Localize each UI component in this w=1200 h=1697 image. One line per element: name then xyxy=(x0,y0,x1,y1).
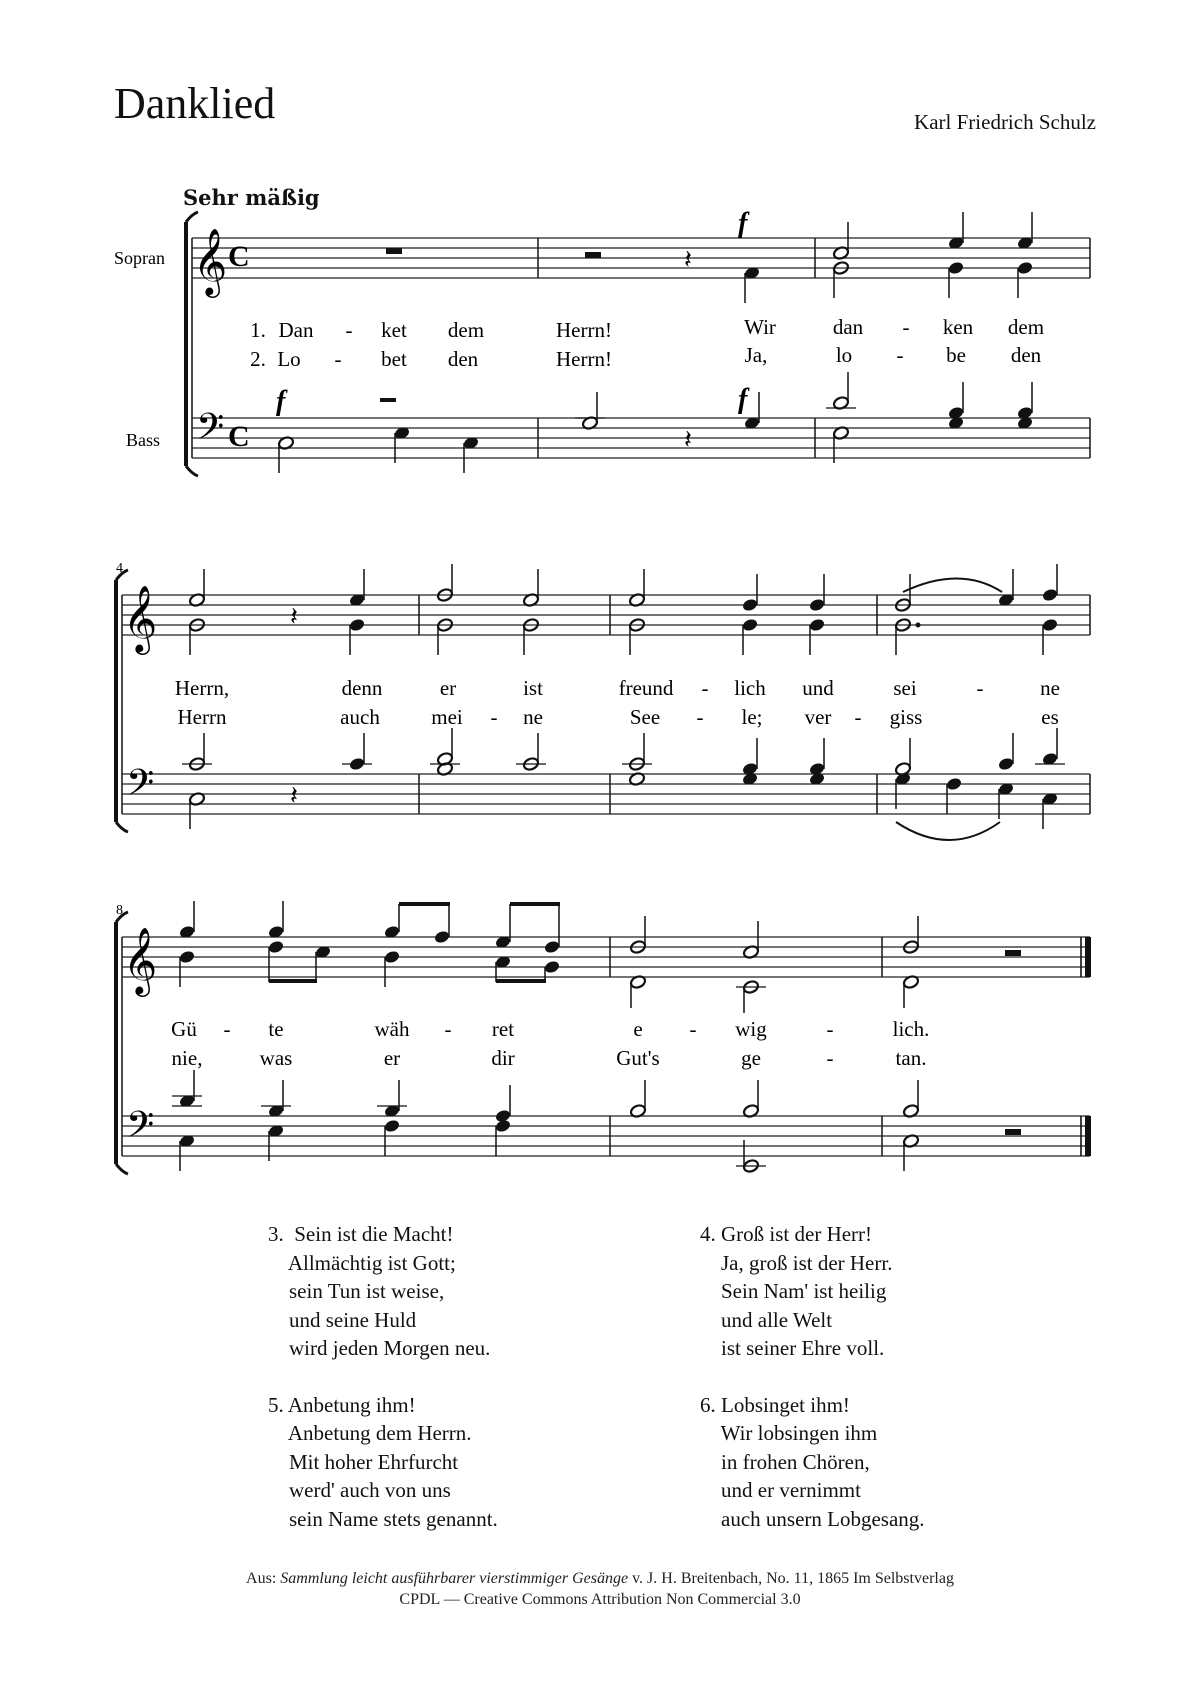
verse-line: Anbetung dem Herrn. xyxy=(268,1421,472,1445)
system-1 xyxy=(114,208,1090,476)
lyric: - xyxy=(490,705,498,729)
verses-right-column xyxy=(700,1220,925,1561)
verse-line: werd' auch von uns xyxy=(268,1478,451,1502)
lyric: te xyxy=(268,1017,284,1041)
lyric: - xyxy=(902,315,910,339)
footer xyxy=(0,1568,1200,1610)
lyric: ret xyxy=(491,1017,515,1041)
lyric: giss xyxy=(889,705,923,729)
lyric: es xyxy=(1041,705,1059,729)
treble-clef-icon: 𝄞 xyxy=(123,928,158,993)
lyric: lich. xyxy=(892,1017,930,1041)
lyric: e xyxy=(633,1017,643,1041)
lyric: 2. xyxy=(250,347,266,371)
verse-line: Allmächtig ist Gott; xyxy=(268,1250,456,1275)
lyric: er xyxy=(439,676,457,700)
verse-line: 3. Sein ist die Macht! xyxy=(268,1222,454,1246)
lyric: bet xyxy=(381,347,407,371)
lyric: Herrn, xyxy=(174,676,230,700)
svg-text:𝄽: 𝄽 xyxy=(684,245,692,274)
lyric: ver xyxy=(804,705,832,729)
time-signature: C xyxy=(228,420,250,453)
lyric: Herrn xyxy=(177,705,227,729)
verse-4 xyxy=(700,1220,925,1363)
lyric: Lo xyxy=(277,347,301,371)
lyric: ket xyxy=(381,318,407,342)
lyric: er xyxy=(383,1046,401,1070)
lyric: freund xyxy=(618,676,674,700)
dynamic-mark: f xyxy=(738,208,748,239)
lyric: Ja, xyxy=(744,343,768,367)
bass-clef-icon: 𝄢 xyxy=(126,1105,155,1154)
verse-line: Sein Nam' ist heilig xyxy=(700,1279,887,1303)
license-line: CPDL — Creative Commons Attribution Non Commercial 3.0 xyxy=(399,1591,801,1608)
lyric: lo xyxy=(835,343,853,367)
verse-line: und seine Huld xyxy=(268,1307,417,1332)
lyric: See xyxy=(629,705,661,729)
verse-6 xyxy=(700,1391,925,1534)
lyric: mei xyxy=(431,705,463,729)
verse-line: Wir lobsingen ihm xyxy=(700,1421,878,1445)
source-prefix: Aus: xyxy=(246,1570,281,1587)
verse-3 xyxy=(268,1220,498,1363)
lyric: denn xyxy=(341,676,383,700)
voice-label-sopran: Sopran xyxy=(114,248,165,268)
lyric: dan xyxy=(832,315,864,339)
verse-line: ist seiner Ehre voll. xyxy=(700,1336,885,1360)
bass-clef-icon: 𝄢 xyxy=(126,763,155,812)
svg-text:𝄽: 𝄽 xyxy=(290,602,298,631)
lyric: und xyxy=(802,676,834,700)
system-2 xyxy=(116,561,1090,840)
lyric: - xyxy=(334,347,342,371)
verse-line: 5. Anbetung ihm! xyxy=(268,1392,416,1417)
verse-line: und er vernimmt xyxy=(700,1478,861,1502)
time-signature: C xyxy=(228,240,250,273)
verse-line: 4. Groß ist der Herr! xyxy=(700,1222,873,1246)
lyric: Gü xyxy=(171,1017,197,1041)
svg-text:𝄽: 𝄽 xyxy=(290,781,298,810)
lyric: dem xyxy=(1007,315,1045,339)
lyric: ken xyxy=(942,315,974,339)
lyric: Herrn! xyxy=(556,347,612,371)
system-3 xyxy=(116,901,1091,1174)
dynamic-mark: f xyxy=(738,384,748,415)
svg-text:𝄽: 𝄽 xyxy=(684,425,692,454)
lyric: - xyxy=(689,1017,697,1041)
lyric: lich xyxy=(734,676,766,700)
lyric: - xyxy=(444,1017,452,1041)
bass-clef-icon: 𝄢 xyxy=(196,407,225,456)
lyric: wäh xyxy=(374,1017,410,1041)
lyric: - xyxy=(701,676,709,700)
lyric: - xyxy=(854,705,862,729)
score-title: Danklied xyxy=(114,79,276,128)
lyric: ist xyxy=(523,676,543,700)
source-credit xyxy=(0,1568,1200,1589)
tempo-marking: Sehr mäßig xyxy=(183,185,320,210)
lyric: le; xyxy=(741,705,763,729)
lyric: - xyxy=(826,1017,834,1041)
verses-left-column xyxy=(268,1220,498,1561)
lyric: Dan xyxy=(278,318,314,342)
verse-line: Mit hoher Ehrfurcht xyxy=(268,1449,459,1474)
verse-line: und alle Welt xyxy=(700,1307,833,1332)
measure-number: 4 xyxy=(116,561,123,576)
lyric: dir xyxy=(491,1046,515,1070)
voice-label-bass: Bass xyxy=(126,430,161,450)
lyric: - xyxy=(696,705,704,729)
source-suffix: v. J. H. Breitenbach, No. 11, 1865 Im Selbstverlag xyxy=(628,1570,954,1587)
verse-5 xyxy=(268,1391,498,1534)
treble-clef-icon: 𝄞 xyxy=(193,229,228,294)
verse-line: sein Name stets genannt. xyxy=(268,1506,498,1531)
lyric: wig xyxy=(735,1017,767,1041)
composer-name: Karl Friedrich Schulz xyxy=(914,110,1096,134)
verse-line: Ja, groß ist der Herr. xyxy=(700,1250,893,1275)
lyric: ge xyxy=(741,1046,761,1070)
lyric: Wir xyxy=(744,315,776,339)
lyric: dem xyxy=(447,318,485,342)
verse-line: sein Tun ist weise, xyxy=(268,1279,445,1303)
lyric: - xyxy=(223,1017,231,1041)
lyric: - xyxy=(976,676,984,700)
treble-clef-icon: 𝄞 xyxy=(123,586,158,651)
lyric: sei xyxy=(893,676,917,700)
verse-line: auch unsern Lobgesang. xyxy=(700,1506,925,1531)
lyric: be xyxy=(946,343,966,367)
verse-line: 6. Lobsinget ihm! xyxy=(700,1392,850,1417)
lyric: Gut's xyxy=(616,1046,660,1070)
lyric: auch xyxy=(340,705,380,729)
lyric: - xyxy=(345,318,353,342)
lyric: was xyxy=(259,1046,293,1070)
lyric: ne xyxy=(523,705,543,729)
verse-line: wird jeden Morgen neu. xyxy=(268,1336,491,1360)
verse-line: in frohen Chören, xyxy=(700,1449,870,1474)
lyric: tan. xyxy=(895,1046,927,1070)
lyric: - xyxy=(896,343,904,367)
measure-number: 8 xyxy=(116,903,123,918)
lyric: den xyxy=(1010,343,1042,367)
lyric: 1. xyxy=(250,318,266,342)
source-title: Sammlung leicht ausführbarer vierstimmiger Gesänge xyxy=(280,1570,629,1587)
lyric: den xyxy=(447,347,479,371)
lyric: nie, xyxy=(171,1046,203,1070)
lyric: Herrn! xyxy=(556,318,612,342)
lyric: ne xyxy=(1040,676,1060,700)
lyric: - xyxy=(826,1046,834,1070)
dynamic-mark: f xyxy=(276,386,286,417)
